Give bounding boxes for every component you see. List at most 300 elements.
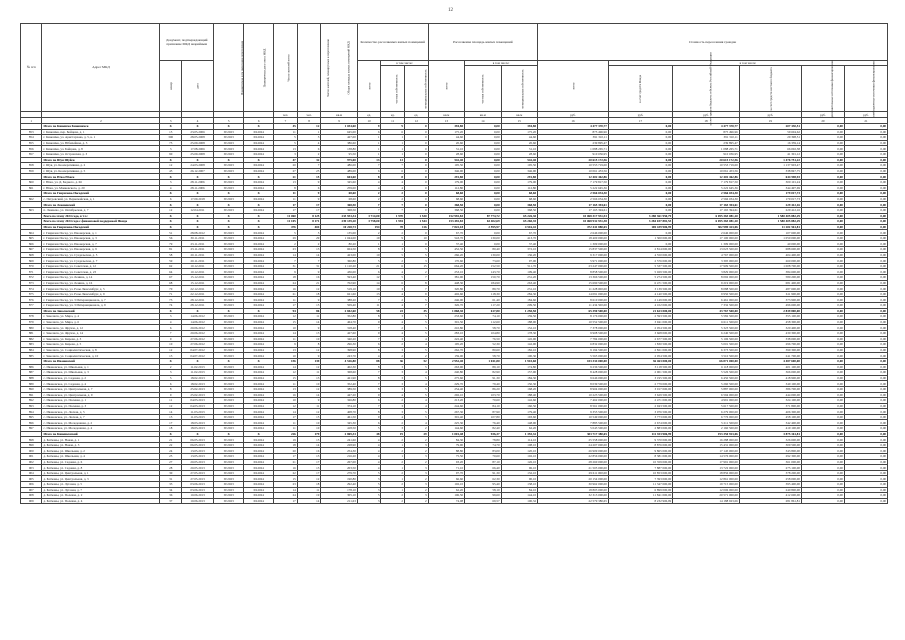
table-cell: 4 767 000,00 xyxy=(673,252,740,258)
address-cell: г. Южа, ул. Маяковского, д. 20 xyxy=(42,185,160,191)
table-cell: 6 373 500,00 xyxy=(673,347,740,353)
table-cell: 402,30 xyxy=(321,364,357,370)
table-cell: 179 xyxy=(297,431,321,437)
table-cell: 104,80 xyxy=(465,330,501,336)
address-cell: г. Гаврилов Посад, ул. 3 Интернационала, д. 7 xyxy=(42,297,160,303)
table-cell: 395 400,00 xyxy=(739,482,801,488)
table-cell: 621,60 xyxy=(321,291,357,297)
table-cell: III.2024 xyxy=(244,258,274,264)
table-cell: 2 xyxy=(357,191,381,197)
table-cell: III.2024 xyxy=(244,280,274,286)
table-cell: 352,40 xyxy=(321,381,357,387)
table-cell: 2 814 000,00 xyxy=(608,247,672,253)
header-rooms-private: частная собственность xyxy=(381,66,405,112)
table-cell: 301,50 xyxy=(428,319,464,325)
address-cell: г. Гаврилов Посад, ул. Розы Люксембург, д. 5 xyxy=(42,286,160,292)
table-cell: 20 615 172,56 xyxy=(673,157,740,163)
table-cell: 229 412,16 xyxy=(739,202,801,208)
table-cell: 2 xyxy=(405,448,429,454)
header-area: Расселяемая площадь жилых помещений xyxy=(428,24,537,61)
table-cell: 862 xyxy=(21,196,42,202)
table-cell: III.2024 xyxy=(244,392,274,398)
address-cell: г. Южа, ул. Д. Бедного, д. 66 xyxy=(42,179,160,185)
table-cell: 6 611 500,00 xyxy=(673,319,740,325)
table-cell: 0,00 xyxy=(844,319,887,325)
table-cell: 0,00 xyxy=(465,129,501,135)
table-cell: 374,10 xyxy=(321,403,357,409)
table-cell: 43 767 500,00 xyxy=(673,308,740,314)
table-cell: 24 xyxy=(274,493,298,499)
table-cell: 0,00 xyxy=(844,347,887,353)
table-cell: 254,40 xyxy=(428,386,464,392)
table-cell: IV.2023 xyxy=(214,448,244,454)
table-cell: III.2024 xyxy=(244,454,274,460)
table-cell: 11.03.2013 xyxy=(181,409,213,415)
table-cell: 71 xyxy=(160,291,181,297)
table-cell: 174,80 xyxy=(501,364,537,370)
table-cell: 875 xyxy=(21,291,42,297)
table-cell: IV.2023 xyxy=(214,252,244,258)
table-cell: 0 xyxy=(405,191,429,197)
table-cell: 89,10 xyxy=(465,364,501,370)
table-cell: 0,00 xyxy=(844,163,887,169)
table-cell: 68,60 xyxy=(428,196,464,202)
table-cell: 0,00 xyxy=(844,179,887,185)
table-cell: 0 xyxy=(405,230,429,236)
table-cell: 885 xyxy=(21,353,42,359)
table-cell: 4 xyxy=(357,437,381,443)
column-number-cell: 15 xyxy=(501,118,537,124)
table-cell: 874 xyxy=(21,286,42,292)
table-cell: 346,90 xyxy=(428,168,464,174)
table-cell: 1 xyxy=(357,146,381,152)
table-cell: 25.09.2008 xyxy=(181,140,213,146)
table-cell: 9 xyxy=(297,269,321,275)
table-cell: 0,00 xyxy=(801,286,844,292)
table-cell: 2 xyxy=(381,420,405,426)
table-cell: 61,40 xyxy=(465,297,501,303)
table-cell: 3 xyxy=(405,442,429,448)
table-cell: 0,00 xyxy=(465,202,501,208)
table-cell: 80,60 xyxy=(465,347,501,353)
table-cell: IV.2023 xyxy=(214,420,244,426)
table-cell: 10 228,73 xyxy=(321,224,357,230)
table-cell: 3 xyxy=(381,386,405,392)
table-cell: 3 xyxy=(381,381,405,387)
address-cell: с. Ивановское, ул. Садовая, д. 4 xyxy=(42,381,160,387)
table-cell: 1 xyxy=(357,241,381,247)
table-cell: 28 xyxy=(160,465,181,471)
table-cell: 81 xyxy=(160,247,181,253)
table-cell: 25.02.2013 xyxy=(181,392,213,398)
table-cell: X xyxy=(181,219,213,225)
table-cell: 188,40 xyxy=(501,392,537,398)
table-cell: 0,00 xyxy=(801,151,844,157)
address-cell: г. Кинешма, ул. Островская, д. 3 xyxy=(42,151,160,157)
table-cell: 13 xyxy=(274,146,298,152)
table-cell: 0,00 xyxy=(801,191,844,197)
table-cell: 8 xyxy=(274,185,298,191)
table-cell: IV.2023 xyxy=(214,437,244,443)
table-cell: 8 176 000,00 xyxy=(538,314,609,320)
table-cell: 884 xyxy=(21,347,42,353)
column-number-cell: 4 xyxy=(181,118,213,124)
table-cell: 58 xyxy=(160,252,181,258)
table-cell: 854 xyxy=(21,135,42,141)
address-cell: г. Заволжск, ул. Кирова, д. 3 xyxy=(42,336,160,342)
table-cell: 66,40 xyxy=(465,465,501,471)
address-cell: д. Батманы, ул. Новая, д. 3 xyxy=(42,442,160,448)
table-cell: 7 xyxy=(381,202,405,208)
table-cell: 79,90 xyxy=(428,442,464,448)
table-cell: 0,00 xyxy=(801,230,844,236)
table-cell: 1 309 000,00 xyxy=(673,241,740,247)
table-cell: 0,00 xyxy=(844,135,887,141)
table-cell: IV.2023 xyxy=(214,135,244,141)
table-cell: 13 366 500,00 xyxy=(538,275,609,281)
address-cell: г. Гаврилов Посад, ул. Пионерская, д. 1 xyxy=(42,230,160,236)
table-cell: 10 549 000,00 xyxy=(538,414,609,420)
table-cell: 14 xyxy=(297,442,321,448)
table-cell: IV.2023 xyxy=(214,386,244,392)
table-cell: 905 xyxy=(21,476,42,482)
table-cell: 17 xyxy=(297,207,321,213)
table-cell: 23.11.2011 xyxy=(181,241,213,247)
table-cell: 86,20 xyxy=(465,386,501,392)
table-cell: X xyxy=(181,191,213,197)
column-number-cell: 6 xyxy=(244,118,274,124)
table-cell: 6 055 365 081,20 xyxy=(673,213,740,219)
table-cell: 80,40 xyxy=(465,247,501,253)
table-cell: 458 100,00 xyxy=(739,414,801,420)
table-cell: 21 623 000,00 xyxy=(608,308,672,314)
table-cell: 883 xyxy=(21,342,42,348)
table-cell: 4 xyxy=(381,185,405,191)
table-cell: 2 xyxy=(405,459,429,465)
table-cell: 368,60 xyxy=(321,370,357,376)
table-cell: X xyxy=(181,174,213,180)
table-cell: 5 xyxy=(381,275,405,281)
table-cell: 58,70 xyxy=(465,325,501,331)
table-cell: 430 300,00 xyxy=(739,330,801,336)
table-cell: 21 xyxy=(357,263,381,269)
table-cell: 87 774,72 xyxy=(465,213,501,219)
table-cell: 9 xyxy=(297,196,321,202)
column-number-cell: 13 xyxy=(428,118,464,124)
table-cell: 0,00 xyxy=(844,493,887,499)
address-cell: д. Батманы, ул. Луговая, д. 7 xyxy=(42,487,160,493)
table-cell: 12 xyxy=(160,163,181,169)
table-cell: 0,00 xyxy=(844,448,887,454)
table-cell: 6 xyxy=(381,129,405,135)
table-cell: 0,00 xyxy=(801,140,844,146)
table-cell: 9 xyxy=(357,414,381,420)
table-cell: IV.2023 xyxy=(214,476,244,482)
table-cell: 0,00 xyxy=(608,230,672,236)
table-cell: 3 280 361 950,79 xyxy=(608,213,672,219)
table-cell: IV.2023 xyxy=(214,381,244,387)
table-cell: 320 400,00 xyxy=(739,325,801,331)
table-cell: 10 553 719,00 xyxy=(673,163,740,169)
table-cell: 14 188 923,06 xyxy=(673,498,740,504)
table-cell: 86 xyxy=(297,308,321,314)
table-cell: 5 xyxy=(357,493,381,499)
table-cell: 27.05.2013 xyxy=(181,476,213,482)
column-number-cell: 2 xyxy=(42,118,160,124)
table-cell: 4 xyxy=(381,179,405,185)
table-cell: 20,60 xyxy=(501,140,537,146)
table-cell: 13 xyxy=(297,454,321,460)
table-cell: 0,00 xyxy=(844,252,887,258)
table-cell: 4 477 370,77 xyxy=(673,124,740,130)
table-cell: 9 370 000,00 xyxy=(608,437,672,443)
table-cell: 7 784 000,00 xyxy=(538,336,609,342)
table-cell: 0 xyxy=(405,207,429,213)
table-cell: 384 600,00 xyxy=(739,269,801,275)
table-cell: 3 076 500,00 xyxy=(608,409,672,415)
table-cell: 10 853 000,00 xyxy=(608,470,672,476)
table-cell: 99,60 xyxy=(465,493,501,499)
table-cell: 511,70 xyxy=(501,263,537,269)
table-cell: 452,50 xyxy=(428,247,464,253)
table-cell: 45 xyxy=(274,124,298,130)
table-cell: 0,00 xyxy=(465,151,501,157)
table-cell: 41 301,12 xyxy=(739,151,801,157)
table-cell: 4 xyxy=(381,392,405,398)
table-cell: IV.2023 xyxy=(214,470,244,476)
table-cell: 360,80 xyxy=(321,258,357,264)
table-cell: 0,00 xyxy=(844,168,887,174)
table-cell: 2 xyxy=(381,470,405,476)
table-cell: 8 xyxy=(381,174,405,180)
table-cell: 15 xyxy=(274,476,298,482)
table-cell: III.2024 xyxy=(244,375,274,381)
header-cost-fund: за счет средств Фонда xyxy=(608,66,672,112)
table-cell: 6 118 000,00 xyxy=(673,364,740,370)
table-cell: 11 xyxy=(274,336,298,342)
table-cell: 0,00 xyxy=(844,392,887,398)
table-cell: IV.2023 xyxy=(214,364,244,370)
table-cell: 241 700,00 xyxy=(739,353,801,359)
table-cell: 65 226,30 xyxy=(501,213,537,219)
table-cell: 66,60 xyxy=(428,476,464,482)
table-cell: 111 353 906,99 xyxy=(608,431,672,437)
table-cell: 74,08 xyxy=(428,498,464,504)
table-cell: 68,60 xyxy=(501,191,537,197)
table-cell: 688 600,00 xyxy=(739,247,801,253)
table-cell: 29 xyxy=(405,431,429,437)
table-cell: 0,00 xyxy=(608,124,672,130)
table-cell: III.2024 xyxy=(244,353,274,359)
table-cell: 11 xyxy=(274,381,298,387)
table-cell: 62,20 xyxy=(428,487,464,493)
table-cell: 178,10 xyxy=(321,487,357,493)
table-cell: 0,00 xyxy=(608,179,672,185)
table-cell: 284,30 xyxy=(501,291,537,297)
table-cell: 0,00 xyxy=(465,241,501,247)
table-cell: 0,00 xyxy=(465,185,501,191)
table-cell: 4 140 500,00 xyxy=(608,291,672,297)
table-cell: 9 xyxy=(357,319,381,325)
table-cell: 283,10 xyxy=(428,330,464,336)
table-cell: 900 xyxy=(21,448,42,454)
table-cell: 4 xyxy=(357,448,381,454)
table-cell: 29 xyxy=(274,235,298,241)
table-cell: 0,00 xyxy=(844,303,887,309)
table-cell: 0,00 xyxy=(844,470,887,476)
table-cell: 0,00 xyxy=(801,174,844,180)
table-cell: 2 xyxy=(381,325,405,331)
table-cell: 4 487 600,00 xyxy=(739,358,801,364)
table-cell: 859 xyxy=(21,168,42,174)
table-cell: 542,40 xyxy=(428,157,464,163)
table-cell: 0,00 xyxy=(844,280,887,286)
table-cell: 11 841 000,00 xyxy=(608,493,672,499)
table-cell: 0,00 xyxy=(801,336,844,342)
table-cell: 5 xyxy=(274,140,298,146)
table-cell: 894 xyxy=(21,409,42,415)
table-cell: 4 xyxy=(357,185,381,191)
table-cell: 175,20 xyxy=(501,129,537,135)
table-cell: 893 xyxy=(21,403,42,409)
address-cell: д. Батманы, ул. Школьная, д. 2 xyxy=(42,448,160,454)
table-cell: 368,50 xyxy=(428,202,464,208)
table-cell: 36 463 000,00 xyxy=(608,358,672,364)
table-cell: IV.2023 xyxy=(214,258,244,264)
table-cell: 604,50 xyxy=(321,247,357,253)
table-cell: 580 200,00 xyxy=(739,275,801,281)
table-cell: 5 260 500,00 xyxy=(673,381,740,387)
table-cell: 22 xyxy=(274,470,298,476)
table-cell: 102,10 xyxy=(428,482,464,488)
table-cell: 0,00 xyxy=(608,151,672,157)
table-cell: IV.2023 xyxy=(214,168,244,174)
table-cell: III.2024 xyxy=(244,247,274,253)
table-cell: 12 xyxy=(297,364,321,370)
table-cell: 361 000,00 xyxy=(739,459,801,465)
address-cell: г. Гаврилов Посад, ул. Советская, д. 12 xyxy=(42,263,160,269)
table-cell: 25 xyxy=(297,168,321,174)
table-cell: 2 869,33 xyxy=(321,431,357,437)
table-cell: 11 060 xyxy=(274,213,298,219)
unit-cell: чел. xyxy=(297,112,321,118)
table-cell: III.2024 xyxy=(244,364,274,370)
table-cell: 58,10 xyxy=(465,487,501,493)
table-cell: 406 300,00 xyxy=(739,409,801,415)
table-cell: 867 xyxy=(21,247,42,253)
address-cell: г. Кинешма, пер. Бойцова, д. 1 xyxy=(42,129,160,135)
table-cell: 1 050 000,00 xyxy=(739,235,801,241)
table-cell: 76,40 xyxy=(465,420,501,426)
table-cell: 447,20 xyxy=(321,392,357,398)
table-cell: 23.05.2006 xyxy=(181,129,213,135)
table-cell: 1 910,60 xyxy=(501,358,537,364)
table-cell: 23 xyxy=(381,308,405,314)
table-cell: 18.03.2013 xyxy=(181,426,213,432)
table-cell: 0,00 xyxy=(844,336,887,342)
table-cell: III.2024 xyxy=(244,325,274,331)
table-cell: 74,10 xyxy=(465,314,501,320)
table-cell: 20.06.2012 xyxy=(181,325,213,331)
table-cell: 4 xyxy=(381,319,405,325)
table-cell: 102,10 xyxy=(501,454,537,460)
table-cell: 0,00 xyxy=(608,129,672,135)
table-cell: 2 842,60 xyxy=(321,308,357,314)
table-cell: 2 xyxy=(297,241,321,247)
table-cell: 2 677 500,00 xyxy=(608,336,672,342)
table-cell: 168,20 xyxy=(501,386,537,392)
table-cell: IV.2023 xyxy=(214,347,244,353)
address-cell: д. Батманы, ул. Новая, д. 1 xyxy=(42,437,160,443)
table-cell: 1 044,00 xyxy=(321,235,357,241)
table-cell: 1 xyxy=(381,454,405,460)
table-cell: 2 xyxy=(381,196,405,202)
table-cell: 20.05.2013 xyxy=(181,465,213,471)
table-cell: 1 008 700,00 xyxy=(739,263,801,269)
table-cell: 0,00 xyxy=(801,291,844,297)
table-cell: 6 240 500,00 xyxy=(673,330,740,336)
table-cell: 318,40 xyxy=(321,325,357,331)
table-cell: 11 xyxy=(274,420,298,426)
table-cell: 0,00 xyxy=(801,330,844,336)
table-cell: 0,00 xyxy=(801,314,844,320)
table-cell: 371 800,00 xyxy=(739,403,801,409)
table-cell: 4 xyxy=(405,342,429,348)
table-cell: 3 xyxy=(381,347,405,353)
table-cell: 889 xyxy=(21,381,42,387)
table-cell: 0,00 xyxy=(844,482,887,488)
table-cell: 8 428 000,00 xyxy=(538,370,609,376)
table-cell: 1 xyxy=(381,140,405,146)
table-cell: 872 xyxy=(21,275,42,281)
table-cell: 3 xyxy=(160,146,181,152)
table-cell: 0,00 xyxy=(465,140,501,146)
table-cell: 0 xyxy=(405,241,429,247)
table-cell: 2 xyxy=(405,353,429,359)
table-cell: 0 xyxy=(405,151,429,157)
address-cell: г. Гаврилов Посад, ул. Суздальская, д. 5 xyxy=(42,252,160,258)
table-cell: 14 xyxy=(274,409,298,415)
table-cell: 8 858 500,00 xyxy=(538,269,609,275)
table-cell: 0,00 xyxy=(844,353,887,359)
table-cell: 855 xyxy=(21,140,42,146)
table-cell: III.2024 xyxy=(244,493,274,499)
table-cell: 58,70 xyxy=(465,353,501,359)
address-cell: д. Батманы, ул. Луговая, д. 5 xyxy=(42,482,160,488)
table-cell: 76,50 xyxy=(465,336,501,342)
table-cell: 0,00 xyxy=(844,442,887,448)
table-cell: X xyxy=(244,124,274,130)
header-cost-extra: дополнительные источники финансирования xyxy=(801,66,844,112)
table-cell: 159,00 xyxy=(428,353,464,359)
table-cell: 0,00 xyxy=(608,196,672,202)
table-cell: 17 165 394,61 xyxy=(538,207,609,213)
table-cell: 346,90 xyxy=(501,168,537,174)
table-cell: 871 xyxy=(21,269,42,275)
table-cell: 79 xyxy=(160,241,181,247)
table-cell: 0,00 xyxy=(844,129,887,135)
address-cell: Итого по Кинешма Кинешемск xyxy=(42,124,160,130)
table-cell: 366 000,00 xyxy=(739,370,801,376)
table-cell: 37 xyxy=(160,498,181,504)
table-cell: III.2024 xyxy=(244,437,274,443)
table-cell: IV.2023 xyxy=(214,207,244,213)
table-cell: 20.05.2013 xyxy=(181,459,213,465)
table-cell: 4 xyxy=(381,414,405,420)
table-cell: 15 xyxy=(160,414,181,420)
address-cell: с. Петровский, ул. Первомайская, д. 1 xyxy=(42,196,160,202)
table-cell: 9 xyxy=(297,179,321,185)
